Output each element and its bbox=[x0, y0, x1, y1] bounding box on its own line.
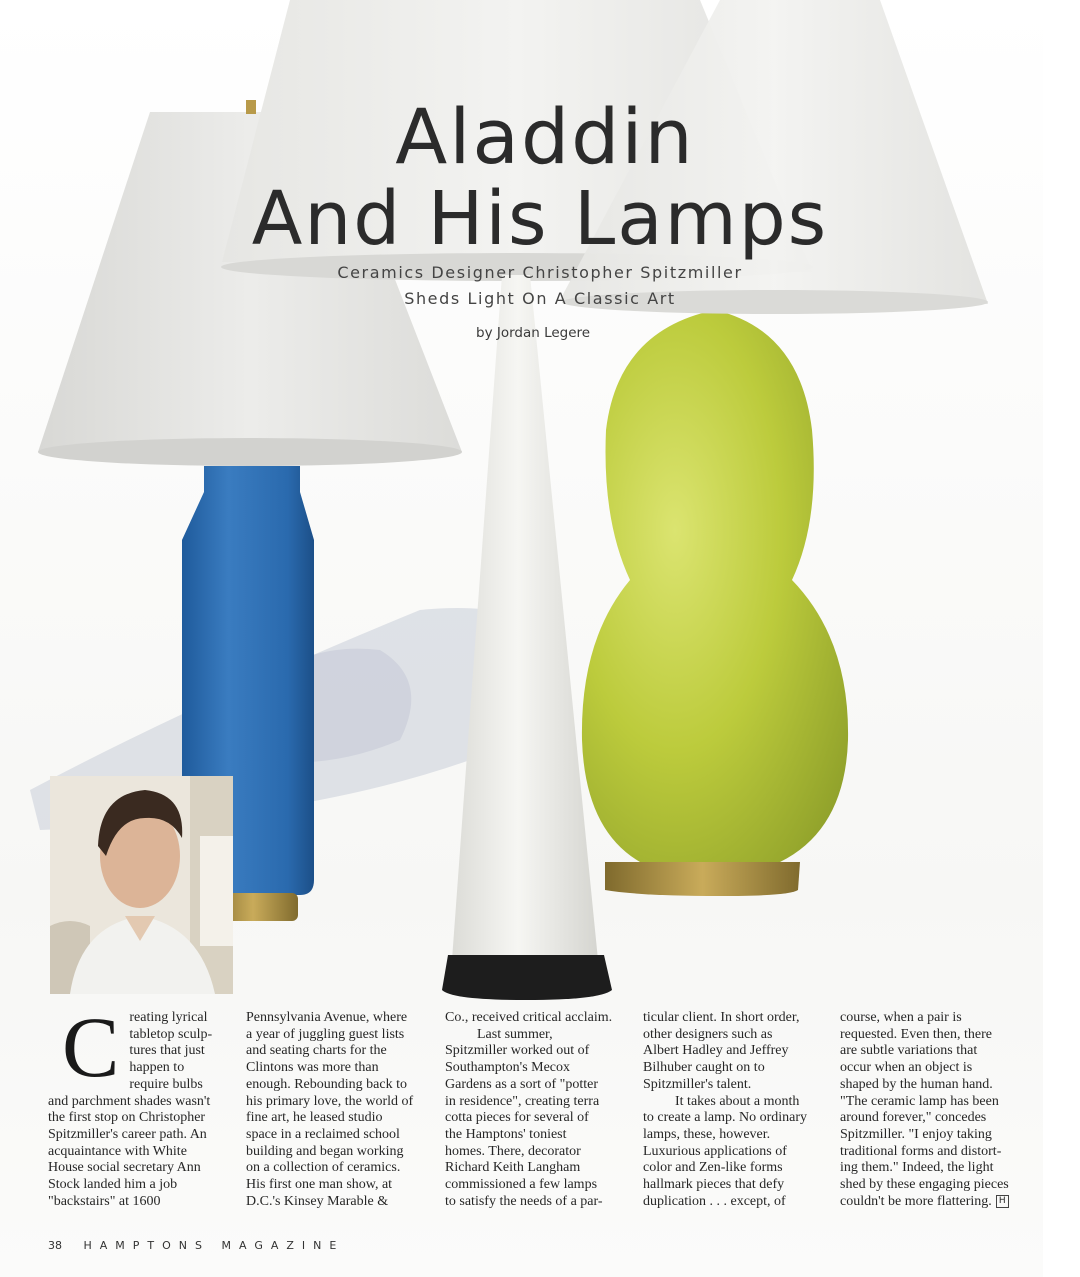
column-4-line: hallmark pieces that defy bbox=[643, 1177, 785, 1193]
column-2-line: enough. Rebounding back to bbox=[246, 1076, 407, 1092]
headline bbox=[0, 92, 1080, 262]
column-1-line: "backstairs" at 1600 bbox=[48, 1193, 161, 1209]
page-margin bbox=[1043, 0, 1080, 1277]
column-3-line: cotta pieces for several of bbox=[445, 1110, 589, 1126]
column-3-line: Southampton's Mecox bbox=[445, 1060, 571, 1076]
column-1-line: the first stop on Christopher bbox=[48, 1110, 206, 1126]
column-5-line: requested. Even then, there bbox=[840, 1026, 992, 1042]
column-4-line: to create a lamp. No ordinary bbox=[643, 1110, 808, 1126]
column-4-line: color and Zen-like forms bbox=[643, 1160, 783, 1176]
magazine-name: HAMPTONS MAGAZINE bbox=[83, 1239, 345, 1252]
column-2 bbox=[246, 1010, 426, 1210]
deck-subtitle bbox=[0, 260, 1080, 312]
page-number: 38 bbox=[48, 1239, 62, 1252]
column-3-line: Co., received critical acclaim. bbox=[445, 1010, 613, 1025]
article-body bbox=[48, 999, 1018, 1210]
column-3-line: the Hamptons' toniest bbox=[445, 1126, 567, 1142]
column-4-line: duplication . . . except, of bbox=[643, 1193, 786, 1209]
column-5-line: ing them." Indeed, the light bbox=[840, 1160, 994, 1176]
column-3-line: Richard Keith Langham bbox=[445, 1160, 581, 1176]
column-3-line: commissioned a few lamps bbox=[445, 1177, 598, 1193]
column-5-line: occur when an object is bbox=[840, 1060, 973, 1076]
column-3-line: Gardens as a sort of "potter bbox=[445, 1076, 599, 1092]
end-mark-icon: H bbox=[996, 1195, 1009, 1208]
column-5-line: shed by these engaging pieces bbox=[840, 1177, 1009, 1193]
column-3-line: homes. There, decorator bbox=[445, 1143, 581, 1159]
headline-line-2: And His Lamps bbox=[251, 176, 829, 262]
column-3-line: to satisfy the needs of a par- bbox=[445, 1193, 603, 1209]
column-5-line: Spitzmiller. "I enjoy taking bbox=[840, 1126, 992, 1142]
column-1-line: House social secretary Ann bbox=[48, 1160, 201, 1176]
column-4-line: Bilhuber caught on to bbox=[643, 1060, 765, 1076]
column-5 bbox=[840, 1010, 1020, 1210]
column-3 bbox=[445, 1010, 625, 1210]
column-3-line: in residence", creating terra bbox=[445, 1093, 600, 1109]
column-4 bbox=[643, 1010, 823, 1210]
column-1 bbox=[48, 999, 234, 1210]
column-5-line: around forever," concedes bbox=[840, 1110, 987, 1126]
column-4-line: other designers such as bbox=[643, 1026, 773, 1042]
headline-line-1: Aladdin bbox=[395, 92, 695, 181]
column-1-line: tabletop sculp- bbox=[129, 1026, 213, 1042]
column-2-line: his primary love, the world of bbox=[246, 1093, 414, 1109]
column-2-line: a year of juggling guest lists bbox=[246, 1026, 405, 1042]
column-1-line: reating lyrical bbox=[129, 1010, 208, 1025]
column-1-line: happen to bbox=[129, 1060, 185, 1076]
column-2-line: on a collection of ceramics. bbox=[246, 1160, 401, 1176]
column-2-line: Pennsylvania Avenue, where bbox=[246, 1010, 408, 1025]
page-footer bbox=[48, 1239, 344, 1252]
column-5-line bbox=[840, 1194, 1020, 1211]
column-1-line: Stock landed him a job bbox=[48, 1177, 178, 1193]
portrait-photo bbox=[50, 776, 233, 994]
column-2-line: His first one man show, at bbox=[246, 1177, 393, 1193]
column-4-line: It takes about a month bbox=[675, 1093, 800, 1109]
column-2-line: Clintons was more than bbox=[246, 1060, 379, 1076]
column-2-line: fine art, he leased studio bbox=[246, 1110, 383, 1126]
column-1-line: require bulbs bbox=[129, 1076, 203, 1092]
column-5-line: shaped by the human hand. bbox=[840, 1076, 993, 1092]
column-2-line: D.C.'s Kinsey Marable & bbox=[246, 1193, 389, 1209]
column-3-line: Last summer, bbox=[477, 1026, 553, 1042]
column-1-line: acquaintance with White bbox=[48, 1143, 187, 1159]
drop-cap: C bbox=[62, 999, 120, 1095]
deck-line-1: Ceramics Designer Christopher Spitzmiller bbox=[337, 263, 743, 282]
column-4-line: Spitzmiller's talent. bbox=[643, 1076, 752, 1092]
column-2-line: and seating charts for the bbox=[246, 1043, 387, 1059]
column-1-line: and parchment shades wasn't bbox=[48, 1093, 211, 1109]
column-5-line: course, when a pair is bbox=[840, 1010, 962, 1025]
byline: by Jordan Legere bbox=[476, 325, 591, 341]
column-5-line: are subtle variations that bbox=[840, 1043, 978, 1059]
column-4-line: ticular client. In short order, bbox=[643, 1010, 800, 1025]
column-1-line: Spitzmiller's career path. An bbox=[48, 1126, 207, 1142]
column-2-line: space in a reclaimed school bbox=[246, 1126, 400, 1142]
column-3-line: Spitzmiller worked out of bbox=[445, 1043, 590, 1059]
column-5-line: "The ceramic lamp has been bbox=[840, 1093, 999, 1109]
column-4-line: Luxurious applications of bbox=[643, 1143, 787, 1159]
column-5-last-line: couldn't be more flattering. bbox=[840, 1193, 992, 1209]
deck-line-2: Sheds Light On A Classic Art bbox=[404, 289, 676, 308]
column-4-line: lamps, these, however. bbox=[643, 1126, 771, 1142]
column-1-line: tures that just bbox=[129, 1043, 205, 1059]
column-5-line: traditional forms and distort- bbox=[840, 1143, 1002, 1159]
column-2-line: building and began working bbox=[246, 1143, 404, 1159]
column-4-line: Albert Hadley and Jeffrey bbox=[643, 1043, 789, 1059]
